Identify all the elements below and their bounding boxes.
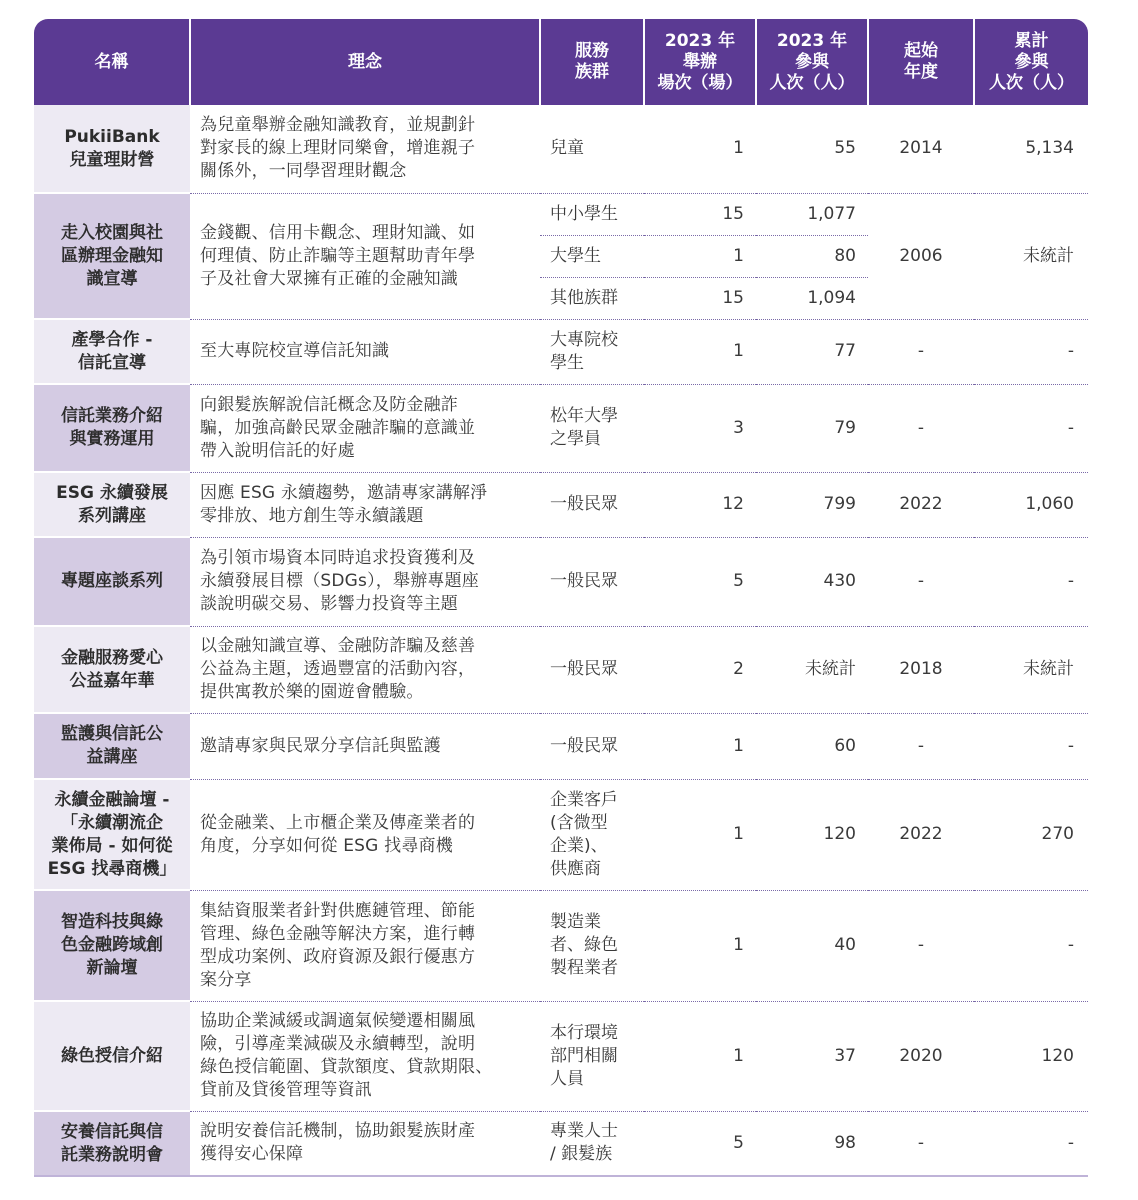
row-participants-cell: 60 bbox=[756, 713, 868, 779]
row-participants-cell: 799 bbox=[756, 472, 868, 537]
table-row bbox=[34, 105, 1088, 193]
table-row bbox=[34, 537, 1088, 626]
row-cumulative-cell: - bbox=[974, 890, 1088, 1001]
row-cumulative-cell: 270 bbox=[974, 779, 1088, 890]
row-concept-cell: 邀請專家與民眾分享信託與監護 bbox=[190, 713, 540, 779]
row-participants-cell: 120 bbox=[756, 779, 868, 890]
row-concept-cell: 從金融業、上市櫃企業及傳產業者的 角度，分享如何從 ESG 找尋商機 bbox=[190, 779, 540, 890]
row-sessions-cell: 5 bbox=[644, 1111, 756, 1176]
row-group-cell: 本行環境 部門相關 人員 bbox=[540, 1001, 644, 1111]
row-name-cell: 金融服務愛心 公益嘉年華 bbox=[34, 626, 190, 713]
row-start-year-cell: - bbox=[868, 890, 974, 1001]
table-row bbox=[34, 319, 1088, 384]
row-start-year-cell: 2006 bbox=[868, 193, 974, 319]
header-cumulative: 累計 參與 人次（人） bbox=[974, 19, 1088, 105]
row-start-year-cell: - bbox=[868, 384, 974, 472]
row-group-cell: 一般民眾 bbox=[540, 713, 644, 779]
row-participants-cell: 40 bbox=[756, 890, 868, 1001]
row-group-cell: 中小學生 bbox=[540, 193, 644, 235]
row-cumulative-cell: - bbox=[974, 319, 1088, 384]
row-cumulative-cell: - bbox=[974, 537, 1088, 626]
row-participants-cell: 未統計 bbox=[756, 626, 868, 713]
row-cumulative-cell: 未統計 bbox=[974, 193, 1088, 319]
row-sessions-cell: 1 bbox=[644, 105, 756, 193]
row-name-cell: 綠色授信介紹 bbox=[34, 1001, 190, 1111]
row-group-cell: 大學生 bbox=[540, 235, 644, 277]
row-start-year-cell: 2018 bbox=[868, 626, 974, 713]
row-name-cell: PukiiBank 兒童理財營 bbox=[34, 105, 190, 193]
row-group-cell: 松年大學 之學員 bbox=[540, 384, 644, 472]
table-row bbox=[34, 1001, 1088, 1111]
row-concept-cell: 以金融知識宣導、金融防詐騙及慈善 公益為主題，透過豐富的活動內容， 提供寓教於樂的園遊會體驗。 bbox=[190, 626, 540, 713]
row-group-cell: 其他族群 bbox=[540, 277, 644, 319]
row-group-cell: 企業客戶 (含微型 企業)、 供應商 bbox=[540, 779, 644, 890]
row-group-cell: 一般民眾 bbox=[540, 626, 644, 713]
row-name-cell: 信託業務介紹 與實務運用 bbox=[34, 384, 190, 472]
table-row bbox=[34, 626, 1088, 713]
row-participants-cell: 79 bbox=[756, 384, 868, 472]
activity-table-container bbox=[34, 19, 1088, 1177]
row-name-cell: 走入校園與社 區辦理金融知 識宣導 bbox=[34, 193, 190, 319]
table-header bbox=[34, 19, 1088, 105]
row-participants-cell: 77 bbox=[756, 319, 868, 384]
row-sessions-cell: 1 bbox=[644, 1001, 756, 1111]
row-group-cell: 兒童 bbox=[540, 105, 644, 193]
row-concept-cell: 為引領市場資本同時追求投資獲利及 永續發展目標（SDGs），舉辦專題座 談說明碳交易、影響力投資等主題 bbox=[190, 537, 540, 626]
table-row bbox=[34, 779, 1088, 890]
row-name-cell: 專題座談系列 bbox=[34, 537, 190, 626]
row-participants-cell: 1,077 bbox=[756, 193, 868, 235]
row-participants-cell: 37 bbox=[756, 1001, 868, 1111]
row-cumulative-cell: 5,134 bbox=[974, 105, 1088, 193]
row-sessions-cell: 12 bbox=[644, 472, 756, 537]
row-start-year-cell: - bbox=[868, 713, 974, 779]
row-start-year-cell: 2022 bbox=[868, 472, 974, 537]
row-sessions-cell: 3 bbox=[644, 384, 756, 472]
header-sessions: 2023 年 舉辦 場次（場） bbox=[644, 19, 756, 105]
row-sessions-cell: 15 bbox=[644, 193, 756, 235]
row-sessions-cell: 1 bbox=[644, 319, 756, 384]
row-group-cell: 一般民眾 bbox=[540, 537, 644, 626]
row-start-year-cell: 2022 bbox=[868, 779, 974, 890]
header-concept: 理念 bbox=[190, 19, 540, 105]
table-row bbox=[34, 472, 1088, 537]
row-start-year-cell: - bbox=[868, 1111, 974, 1176]
table-row bbox=[34, 384, 1088, 472]
row-sessions-cell: 5 bbox=[644, 537, 756, 626]
row-sessions-cell: 1 bbox=[644, 779, 756, 890]
table-row bbox=[34, 193, 1088, 235]
row-name-cell: 監護與信託公 益講座 bbox=[34, 713, 190, 779]
row-participants-cell: 1,094 bbox=[756, 277, 868, 319]
header-row bbox=[34, 19, 1088, 105]
row-cumulative-cell: 1,060 bbox=[974, 472, 1088, 537]
row-concept-cell: 說明安養信託機制，協助銀髮族財產 獲得安心保障 bbox=[190, 1111, 540, 1176]
row-cumulative-cell: - bbox=[974, 384, 1088, 472]
row-group-cell: 製造業 者、綠色 製程業者 bbox=[540, 890, 644, 1001]
row-sessions-cell: 1 bbox=[644, 713, 756, 779]
header-participants: 2023 年 參與 人次（人） bbox=[756, 19, 868, 105]
header-start-year: 起始 年度 bbox=[868, 19, 974, 105]
row-concept-cell: 協助企業減緩或調適氣候變遷相關風 險，引導產業減碳及永續轉型，說明 綠色授信範圍、貸款額度、貸款期限、 貸前及貸後管理等資訊 bbox=[190, 1001, 540, 1111]
header-name: 名稱 bbox=[34, 19, 190, 105]
row-start-year-cell: - bbox=[868, 537, 974, 626]
row-sessions-cell: 1 bbox=[644, 890, 756, 1001]
row-group-cell: 大專院校 學生 bbox=[540, 319, 644, 384]
row-cumulative-cell: - bbox=[974, 713, 1088, 779]
row-name-cell: ESG 永續發展 系列講座 bbox=[34, 472, 190, 537]
row-concept-cell: 為兒童舉辦金融知識教育，並規劃針 對家長的線上理財同樂會，增進親子 關係外，一同學習理財觀念 bbox=[190, 105, 540, 193]
row-start-year-cell: - bbox=[868, 319, 974, 384]
row-name-cell: 安養信託與信 託業務說明會 bbox=[34, 1111, 190, 1176]
row-concept-cell: 至大專院校宣導信託知識 bbox=[190, 319, 540, 384]
row-start-year-cell: 2020 bbox=[868, 1001, 974, 1111]
row-participants-cell: 430 bbox=[756, 537, 868, 626]
row-start-year-cell: 2014 bbox=[868, 105, 974, 193]
row-cumulative-cell: 120 bbox=[974, 1001, 1088, 1111]
table-row bbox=[34, 1111, 1088, 1176]
row-sessions-cell: 2 bbox=[644, 626, 756, 713]
row-name-cell: 產學合作 - 信託宣導 bbox=[34, 319, 190, 384]
header-group: 服務 族群 bbox=[540, 19, 644, 105]
row-participants-cell: 55 bbox=[756, 105, 868, 193]
row-participants-cell: 98 bbox=[756, 1111, 868, 1176]
row-sessions-cell: 1 bbox=[644, 235, 756, 277]
row-cumulative-cell: 未統計 bbox=[974, 626, 1088, 713]
row-participants-cell: 80 bbox=[756, 235, 868, 277]
row-name-cell: 永續金融論壇 - 「永續潮流企 業佈局 - 如何從 ESG 找尋商機」 bbox=[34, 779, 190, 890]
row-sessions-cell: 15 bbox=[644, 277, 756, 319]
row-concept-cell: 集結資服業者針對供應鏈管理、節能 管理、綠色金融等解決方案，進行轉 型成功案例、政府資源及銀行優惠方 案分享 bbox=[190, 890, 540, 1001]
row-group-cell: 專業人士 / 銀髮族 bbox=[540, 1111, 644, 1176]
row-group-cell: 一般民眾 bbox=[540, 472, 644, 537]
row-name-cell: 智造科技與綠 色金融跨域創 新論壇 bbox=[34, 890, 190, 1001]
financial-education-table bbox=[34, 19, 1088, 1177]
row-concept-cell: 向銀髮族解說信託概念及防金融詐 騙，加強高齡民眾金融詐騙的意識並 帶入說明信託的好處 bbox=[190, 384, 540, 472]
row-concept-cell: 因應 ESG 永續趨勢，邀請專家講解淨 零排放、地方創生等永續議題 bbox=[190, 472, 540, 537]
table-row bbox=[34, 713, 1088, 779]
table-row bbox=[34, 890, 1088, 1001]
row-concept-cell: 金錢觀、信用卡觀念、理財知識、如 何理債、防止詐騙等主題幫助青年學 子及社會大眾擁有正確的金融知識 bbox=[190, 193, 540, 319]
row-cumulative-cell: - bbox=[974, 1111, 1088, 1176]
table-body bbox=[34, 105, 1088, 1176]
